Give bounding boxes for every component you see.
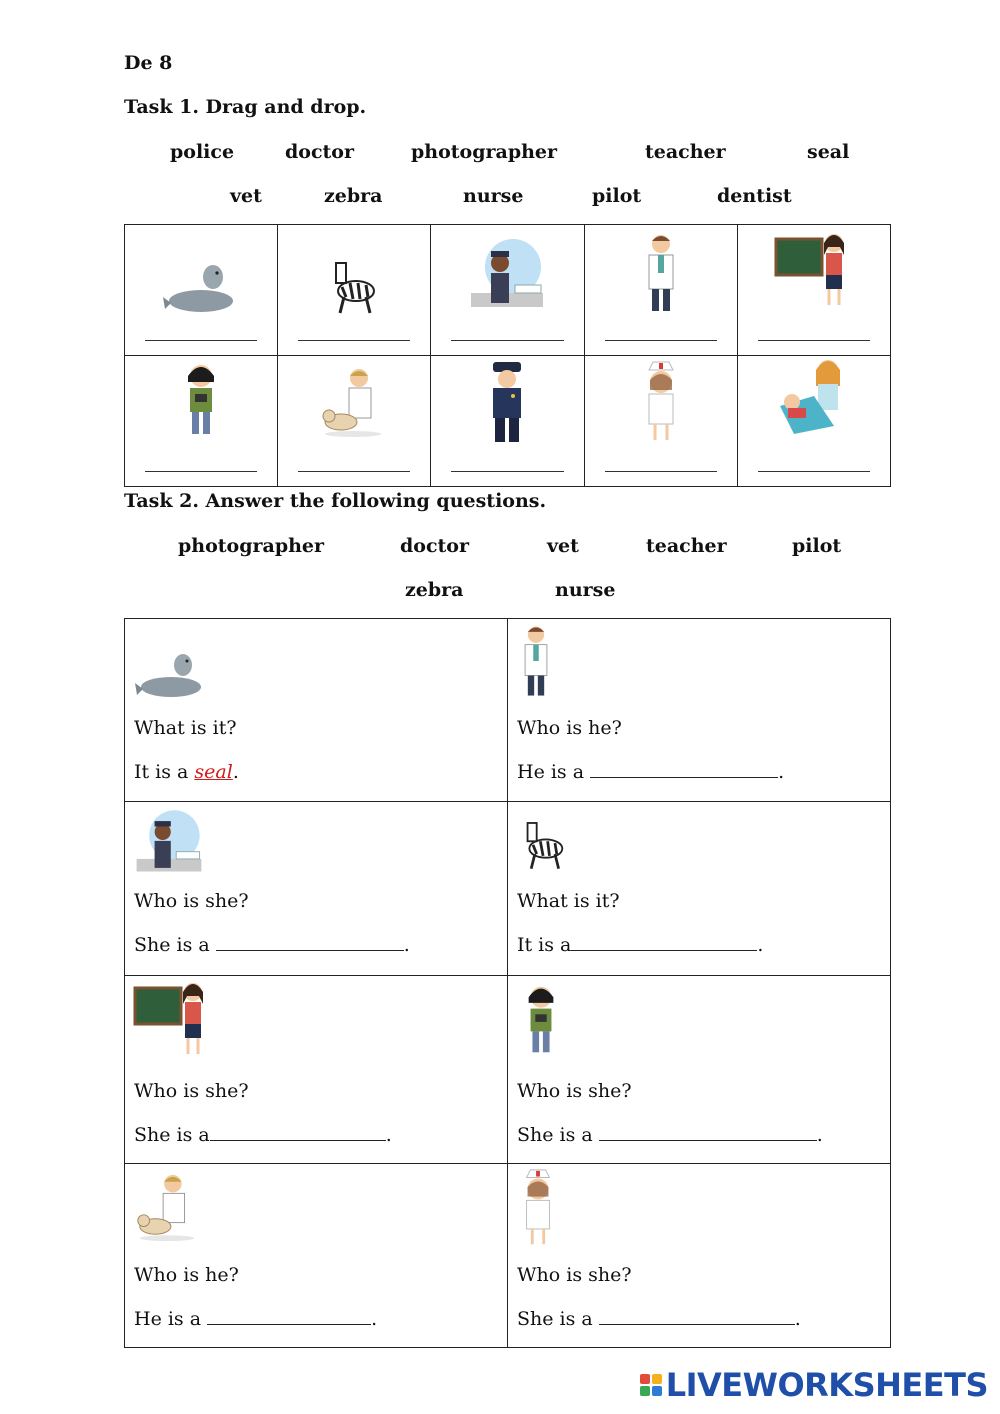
answer-prefix: She is a [134, 1124, 210, 1146]
bank2-word: pilot [792, 535, 842, 557]
answer-prefix: It is a [517, 934, 572, 956]
bank2-word: vet [547, 535, 579, 557]
task1-cell [431, 225, 584, 356]
task1-cell [431, 356, 584, 487]
bank2-word: zebra [405, 579, 464, 601]
bank2-word: photographer [178, 535, 325, 557]
answer-line [517, 761, 784, 783]
task1-cell [737, 225, 890, 356]
task1-cell [125, 225, 278, 356]
drop-zone[interactable] [451, 471, 563, 472]
answer-suffix: . [757, 934, 764, 956]
brand-text: LIVEWORKSHEETS [665, 1366, 988, 1404]
bank1-word[interactable]: nurse [463, 185, 524, 207]
answer-input[interactable] [210, 1124, 386, 1141]
bank1-word[interactable]: zebra [324, 185, 383, 207]
task2-question-grid [124, 618, 891, 1348]
pilot-picture [133, 806, 205, 874]
task2-heading: Task 2. Answer the following questions. [124, 490, 547, 512]
photographer-picture [176, 360, 226, 440]
answer-suffix: . [232, 761, 239, 783]
teacher-picture [774, 229, 854, 309]
question-cell [508, 619, 891, 802]
drop-zone[interactable] [605, 340, 717, 341]
answer-line [134, 1308, 377, 1330]
question-cell [508, 1164, 891, 1348]
question-text: Who is he? [517, 717, 622, 739]
answer-prefix: It is a [134, 761, 195, 783]
photographer-picture [516, 982, 566, 1058]
answer-suffix: . [794, 1308, 801, 1330]
drop-zone[interactable] [758, 471, 870, 472]
question-cell [508, 976, 891, 1164]
question-cell [125, 976, 508, 1164]
answer-suffix: . [816, 1124, 823, 1146]
answer-prefix: She is a [134, 934, 216, 956]
answer-line [517, 1124, 823, 1146]
zebra-picture [324, 251, 384, 321]
answer-suffix: . [371, 1308, 378, 1330]
task1-cell [737, 356, 890, 487]
question-cell [125, 619, 508, 802]
answer-prefix: She is a [517, 1308, 599, 1330]
answer-prefix: He is a [134, 1308, 208, 1330]
vet-picture [319, 366, 389, 440]
bank2-word: nurse [555, 579, 616, 601]
answer-input[interactable] [599, 1124, 817, 1141]
task1-cell [278, 225, 431, 356]
bank1-word[interactable]: teacher [645, 141, 726, 163]
answer-line [134, 761, 239, 783]
answer-suffix: . [385, 1124, 392, 1146]
nurse-picture [516, 1168, 560, 1248]
seal-picture [161, 251, 241, 321]
drop-zone[interactable] [145, 471, 257, 472]
drop-zone[interactable] [145, 340, 257, 341]
vet-picture [133, 1172, 203, 1244]
bank2-word: doctor [400, 535, 469, 557]
answer-input[interactable] [599, 1308, 795, 1325]
answer-input[interactable]: seal [194, 761, 233, 783]
answer-input[interactable] [216, 934, 404, 951]
police-picture [485, 358, 529, 446]
answer-line [134, 934, 410, 956]
task1-cell [278, 356, 431, 487]
question-text: What is it? [134, 717, 237, 739]
drop-zone[interactable] [298, 471, 410, 472]
question-cell [125, 802, 508, 976]
question-text: Who is she? [134, 890, 249, 912]
task1-cell [125, 356, 278, 487]
bank1-word[interactable]: police [170, 141, 235, 163]
task1-cell [584, 356, 737, 487]
bank1-word[interactable]: pilot [592, 185, 642, 207]
answer-suffix: . [778, 761, 785, 783]
drop-zone[interactable] [605, 471, 717, 472]
question-text: Who is she? [134, 1080, 249, 1102]
bank1-word[interactable]: doctor [285, 141, 354, 163]
answer-line [134, 1124, 392, 1146]
answer-line [517, 934, 763, 956]
logo-blocks-icon [640, 1374, 662, 1396]
task1-cell [584, 225, 737, 356]
dentist-picture [774, 356, 854, 442]
answer-input[interactable] [207, 1308, 371, 1325]
answer-prefix: She is a [517, 1124, 599, 1146]
pilot-picture [467, 235, 547, 309]
question-cell [508, 802, 891, 976]
question-text: What is it? [517, 890, 620, 912]
drop-zone[interactable] [451, 340, 563, 341]
question-text: Who is he? [134, 1264, 239, 1286]
doctor-picture [639, 231, 683, 315]
teacher-picture [133, 978, 213, 1058]
question-text: Who is she? [517, 1080, 632, 1102]
seal-picture [133, 643, 209, 703]
answer-prefix: He is a [517, 761, 591, 783]
liveworksheets-logo [640, 1366, 988, 1404]
task1-heading: Task 1. Drag and drop. [124, 96, 367, 118]
answer-suffix: . [403, 934, 410, 956]
question-cell [125, 1164, 508, 1348]
doctor-picture [516, 621, 556, 701]
answer-input[interactable] [571, 934, 757, 951]
drop-zone[interactable] [758, 340, 870, 341]
task1-picture-grid [124, 224, 891, 487]
zebra-picture [516, 812, 572, 876]
bank1-word[interactable]: seal [807, 141, 850, 163]
answer-line [517, 1308, 801, 1330]
bank1-word[interactable]: vet [230, 185, 262, 207]
nurse-picture [639, 360, 683, 444]
bank2-word: teacher [646, 535, 727, 557]
drop-zone[interactable] [298, 340, 410, 341]
worksheet-title: De 8 [124, 52, 173, 74]
question-text: Who is she? [517, 1264, 632, 1286]
bank1-word[interactable]: dentist [717, 185, 792, 207]
bank1-word[interactable]: photographer [411, 141, 558, 163]
answer-input[interactable] [590, 761, 778, 778]
